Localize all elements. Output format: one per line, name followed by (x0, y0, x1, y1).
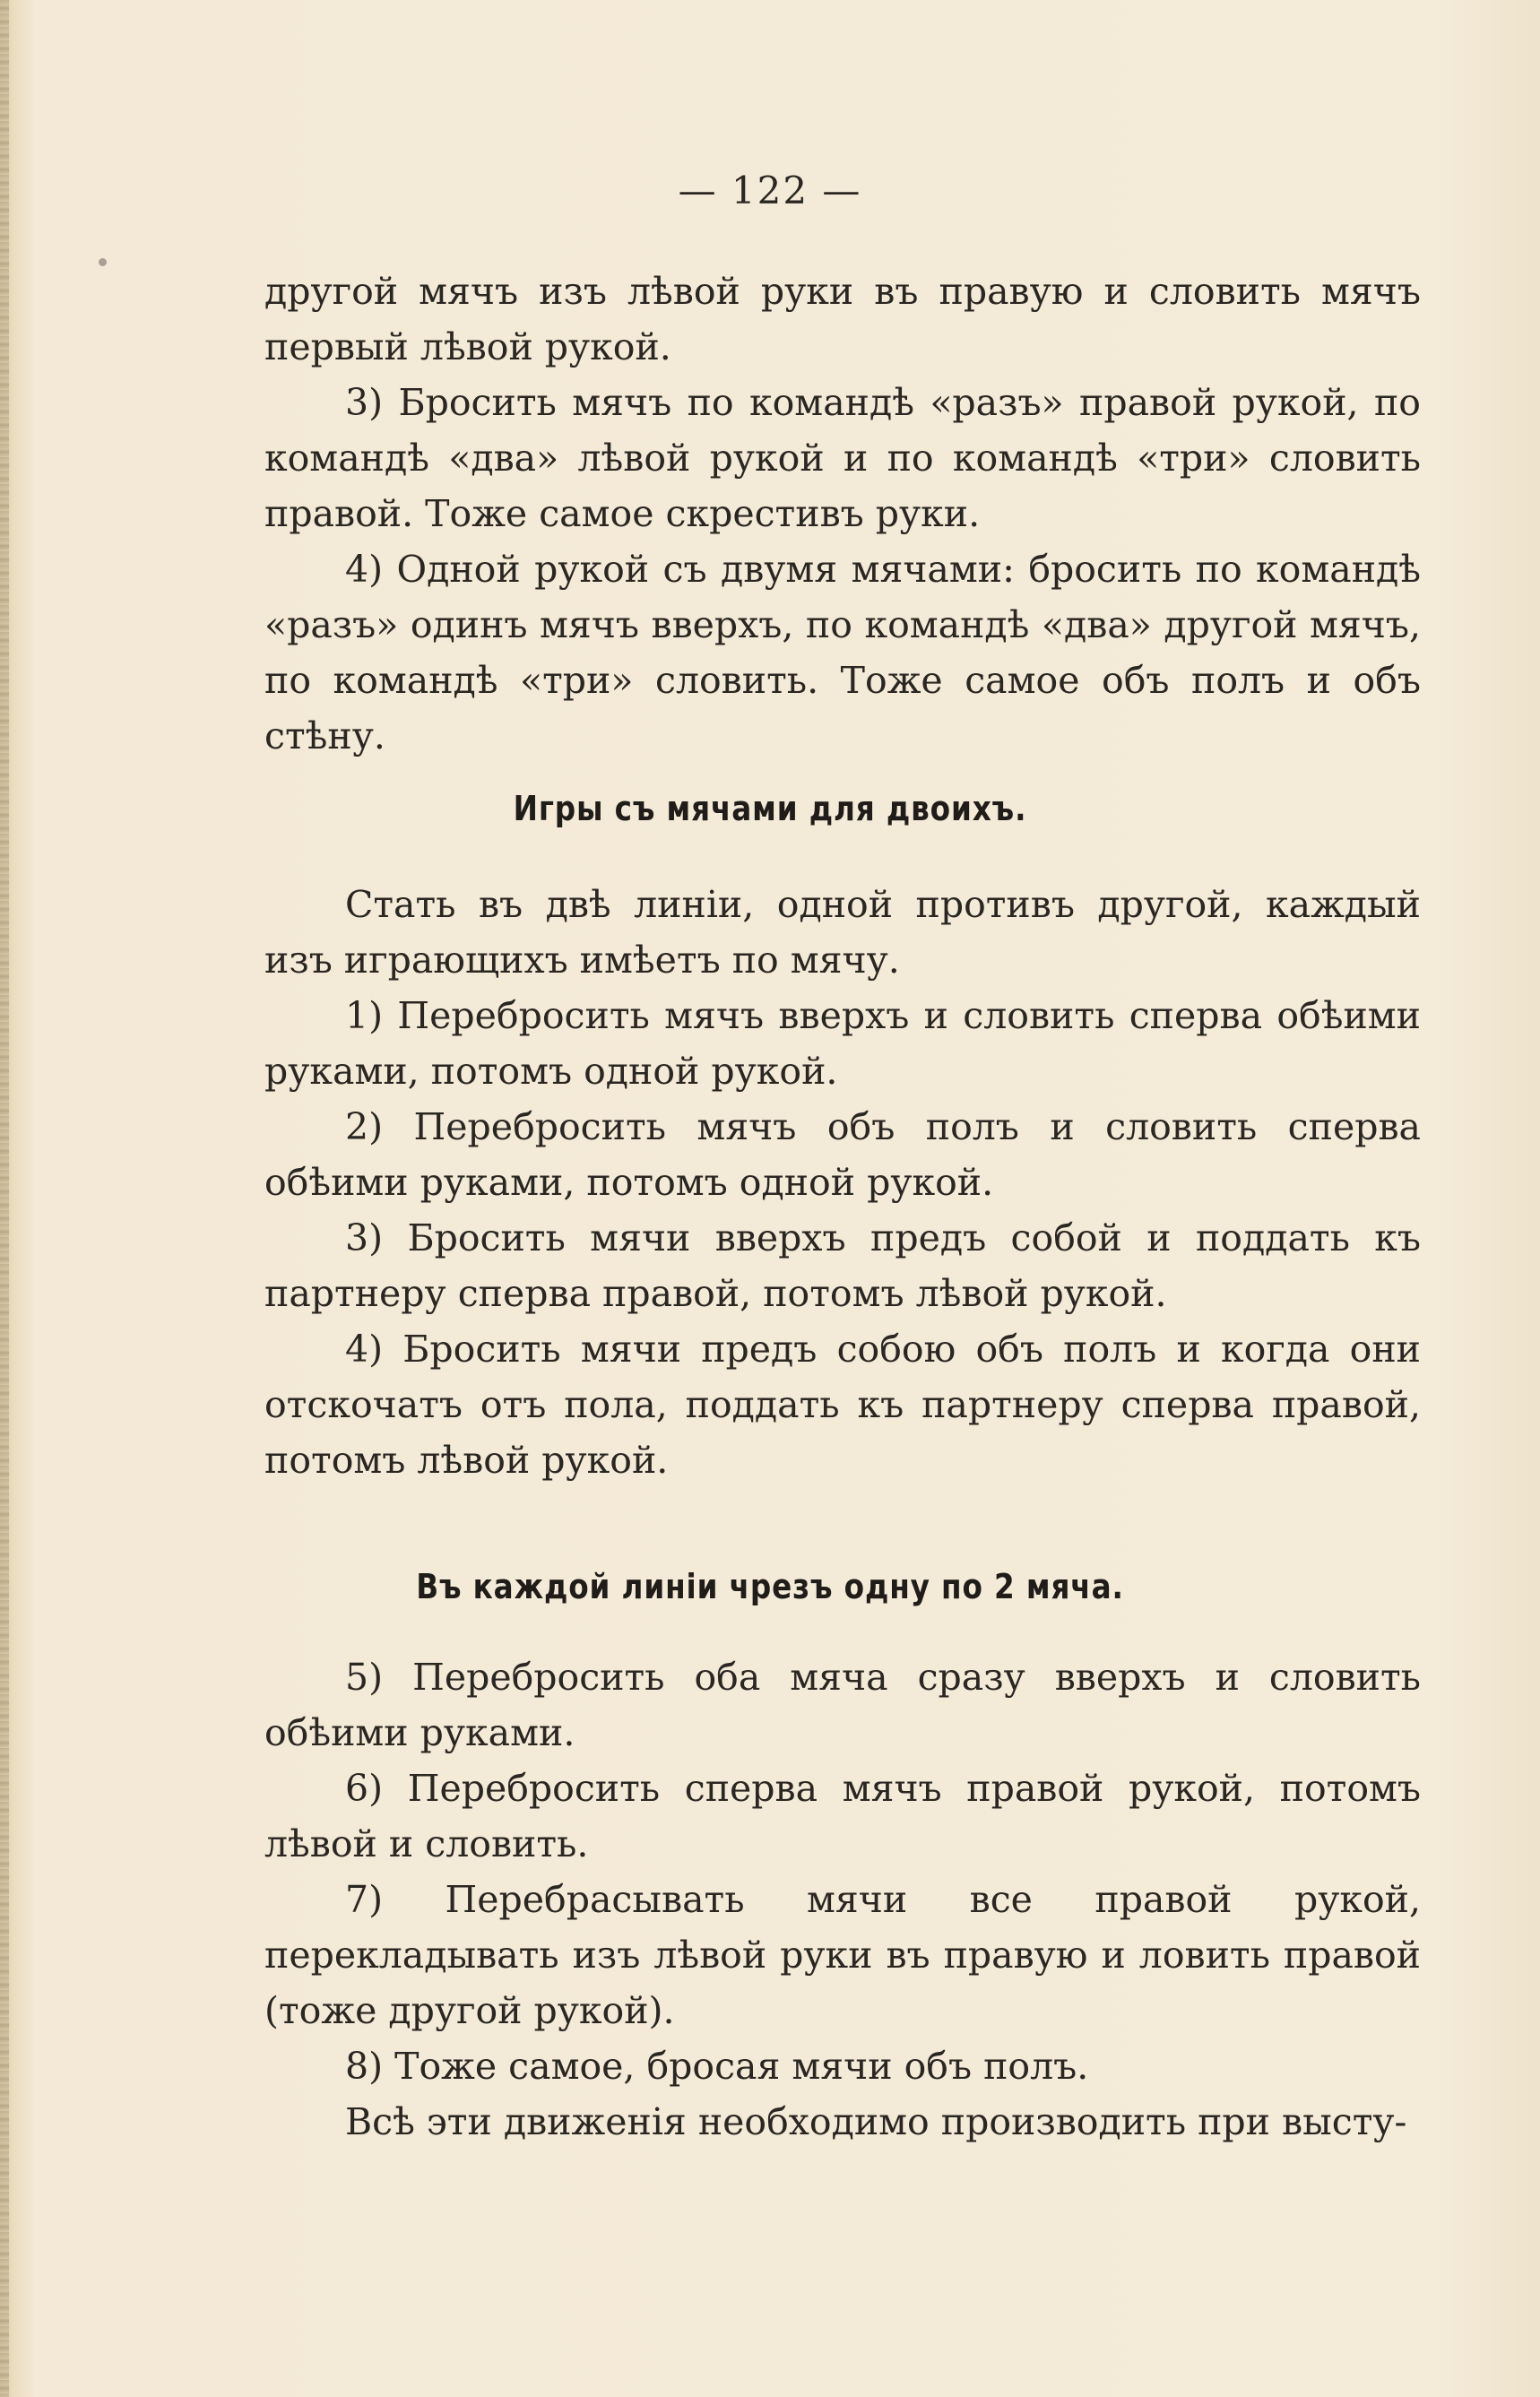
paragraph-closing: Всѣ эти движенія необходимо производить при высту- (345, 2100, 1407, 2143)
page-binding-edge (0, 0, 9, 2397)
paragraph-continuation: другой мячъ изъ лѣвой руки въ правую и словить мячъ первый лѣвой рукой. (264, 270, 1421, 368)
section-two-balls (264, 1649, 1421, 2150)
page-number: — 122 — (678, 169, 862, 212)
section-heading-games-for-two: Игры съ мячами для двоихъ. (513, 789, 1027, 828)
section-continued-exercises (264, 264, 1421, 764)
paragraph-exercise-6: 6) Перебросить сперва мячъ правой рукой, потомъ лѣвой и словить. (264, 1767, 1421, 1865)
paper-speck (99, 258, 107, 266)
paragraph-exercise-4: 4) Одной рукой съ двумя мячами: бросить по командѣ «разъ» одинъ мячъ вверхъ, по командѣ «два» другой мячъ, по командѣ «три» словить. Тоже самое объ полъ и объ стѣну. (264, 548, 1421, 757)
paragraph-exercise-8: 8) Тоже самое, бросая мячи объ полъ. (345, 2045, 1089, 2088)
section-games-for-two (264, 877, 1421, 1488)
paragraph-intro: Стать въ двѣ линіи, одной противъ другой, каждый изъ играющихъ имѣетъ по мячу. (264, 883, 1421, 982)
paragraph-exercise-1: 1) Перебросить мячъ вверхъ и словить сперва обѣими руками, потомъ одной рукой. (264, 994, 1421, 1093)
paragraph-exercise-3: 3) Бросить мячи вверхъ предъ собой и поддать къ партнеру сперва правой, потомъ лѣвой рукой. (264, 1216, 1421, 1315)
paragraph-exercise-5: 5) Перебросить оба мяча сразу вверхъ и словить обѣими руками. (264, 1656, 1421, 1754)
section-heading-two-balls: Въ каждой линіи чрезъ одну по 2 мяча. (416, 1567, 1124, 1606)
paragraph-exercise-3: 3) Бросить мячъ по командѣ «разъ» правой рукой, по командѣ «два» лѣвой рукой и по командѣ «три» словить правой. Тоже самое скрестивъ руки. (264, 381, 1421, 535)
paragraph-exercise-7: 7) Перебрасывать мячи все правой рукой, перекладывать изъ лѣвой руки въ правую и ловить правой (тоже другой рукой). (264, 1878, 1421, 2032)
paragraph-exercise-2: 2) Перебросить мячъ объ полъ и словить сперва обѣими руками, потомъ одной рукой. (264, 1105, 1421, 1204)
paragraph-exercise-4: 4) Бросить мячи предъ собою объ полъ и когда они отскочатъ отъ пола, поддать къ партнеру сперва правой, потомъ лѣвой рукой. (264, 1328, 1421, 1482)
